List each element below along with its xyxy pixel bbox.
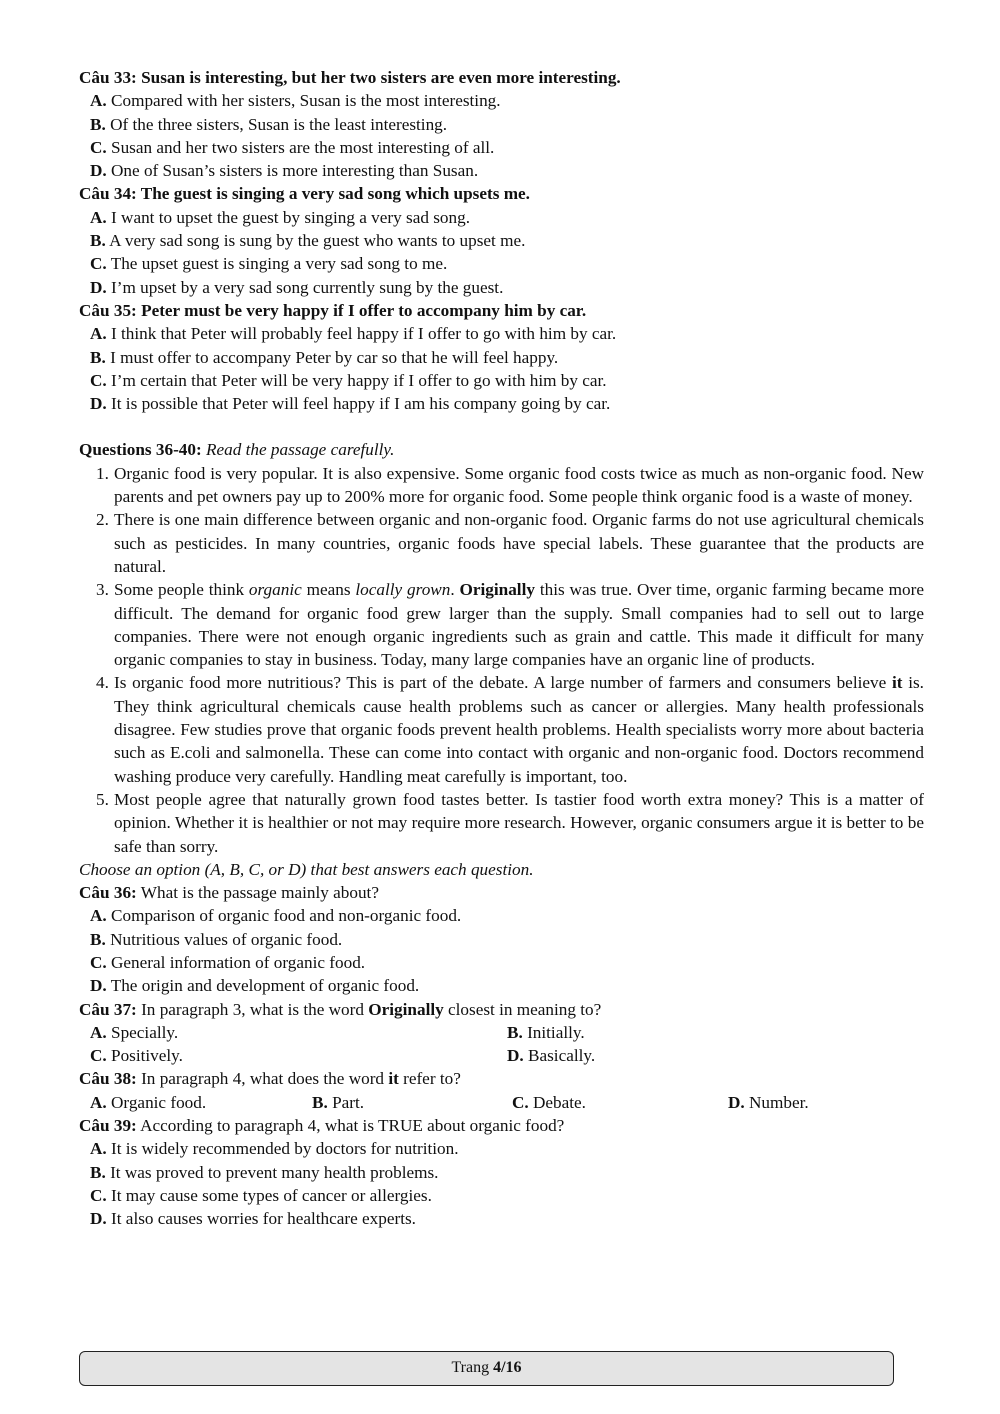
question-36: [79, 881, 924, 997]
question-stem: Câu 38: In paragraph 4, what does the word it refer to?: [79, 1069, 461, 1089]
question-39: [79, 1114, 924, 1230]
option-d: D. It is possible that Peter will feel happy if I am his company going by car.: [90, 394, 611, 414]
option-d: D. The origin and development of organic food.: [90, 976, 420, 996]
question-38: [79, 1067, 924, 1114]
option-a: A. Organic food.: [90, 1092, 207, 1112]
option-c: C. It may cause some types of cancer or allergies.: [90, 1185, 432, 1205]
exam-page: [79, 66, 924, 1231]
question-35: [79, 299, 924, 415]
option-c: C. I’m certain that Peter will be very happy if I offer to go with him by car.: [90, 370, 607, 390]
option-d: D. I’m upset by a very sad song currently sung by the guest.: [90, 277, 504, 297]
option-c: C. Susan and her two sisters are the most interesting of all.: [90, 137, 495, 157]
passage-paragraph-1: 1. Organic food is very popular. It is also expensive. Some organic food costs twice as much as non-organic food. New parents and pet owners pay up to 200% more for organic food. Some people think organic food is a waste of money.: [96, 463, 924, 507]
question-stem: Câu 35: Peter must be very happy if I offer to accompany him by car.: [79, 300, 587, 320]
passage-paragraph-4: 4. Is organic food more nutritious? This is part of the debate. A large number of farmers and consumers believe it is. They think agricultural chemicals cause health problems such as cancer or allergies. Many health professionals disagree. Few studies prove that organic foods prevent health problems. Health specialists worry more about bacteria such as E.coli and salmonella. These can come into contact with organic and non-organic food. Doctors recommend washing produce very carefully. Handling meat carefully is important, too.: [96, 673, 924, 786]
question-34: [79, 182, 924, 298]
question-stem: Câu 37: In paragraph 3, what is the word Originally closest in meaning to?: [79, 999, 602, 1019]
option-c: C. Positively.: [90, 1046, 183, 1066]
option-b: B. Initially.: [507, 1022, 585, 1042]
passage-paragraph-3: 3. Some people think organic means locally grown. Originally this was true. Over time, organic farming became more difficult. The demand for organic food grew larger than the supply. Small companies had to sell out to large companies. There were not enough organic ingredients such as grain and cattle. This made it difficult for many organic companies to stay in business. Today, many large companies have an organic line of products.: [96, 580, 924, 670]
option-d: D. Number.: [728, 1092, 809, 1112]
passage-heading: Questions 36-40: Read the passage carefully.: [79, 440, 395, 460]
option-d: D. It also causes worries for healthcare experts.: [90, 1209, 416, 1229]
option-a: A. It is widely recommended by doctors for nutrition.: [90, 1139, 459, 1159]
option-d: D. Basically.: [507, 1046, 596, 1066]
option-b: B. It was proved to prevent many health problems.: [90, 1162, 439, 1182]
page-footer: [79, 1351, 894, 1386]
option-a: A. I think that Peter will probably feel happy if I offer to go with him by car.: [90, 324, 617, 344]
question-37: [79, 998, 924, 1068]
option-c: C. Debate.: [512, 1092, 586, 1112]
instruction-text: Choose an option (A, B, C, or D) that best answers each question.: [79, 859, 534, 879]
question-stem: Câu 33: Susan is interesting, but her two sisters are even more interesting.: [79, 68, 621, 87]
option-d: D. One of Susan’s sisters is more interesting than Susan.: [90, 161, 479, 181]
option-b: B. Nutritious values of organic food.: [90, 929, 343, 949]
spacer: [79, 415, 924, 438]
reading-passage: [79, 438, 924, 881]
passage-paragraph-5: 5. Most people agree that naturally grown food tastes better. Is tastier food worth extra money? This is a matter of opinion. Whether it is healthier or not may require more research. However, organic consumers argue it is better to be safe than sorry.: [96, 789, 924, 856]
question-stem: Câu 39: According to paragraph 4, what is TRUE about organic food?: [79, 1116, 565, 1136]
page-label: Trang: [451, 1359, 490, 1376]
option-b: B. A very sad song is sung by the guest who wants to upset me.: [90, 231, 526, 251]
option-c: C. The upset guest is singing a very sad song to me.: [90, 254, 448, 274]
passage-paragraph-2: 2. There is one main difference between organic and non-organic food. Organic farms do not use agricultural chemicals such as pesticides. In many countries, organic foods have special labels. These guarantee that the products are natural.: [96, 510, 924, 576]
question-stem: Câu 36: What is the passage mainly about?: [79, 883, 379, 903]
option-b: B. Of the three sisters, Susan is the least interesting.: [90, 114, 448, 134]
option-a: A. Compared with her sisters, Susan is the most interesting.: [90, 91, 501, 111]
option-a: A. Comparison of organic food and non-organic food.: [90, 906, 462, 926]
option-a: A. Specially.: [90, 1022, 179, 1042]
page-number: 4/16: [493, 1359, 522, 1376]
option-b: B. I must offer to accompany Peter by car so that he will feel happy.: [90, 347, 559, 367]
option-a: A. I want to upset the guest by singing a very sad song.: [90, 207, 470, 227]
question-stem: Câu 34: The guest is singing a very sad song which upsets me.: [79, 184, 530, 204]
question-33: [79, 66, 924, 182]
option-b: B. Part.: [312, 1092, 365, 1112]
option-c: C. General information of organic food.: [90, 952, 366, 972]
